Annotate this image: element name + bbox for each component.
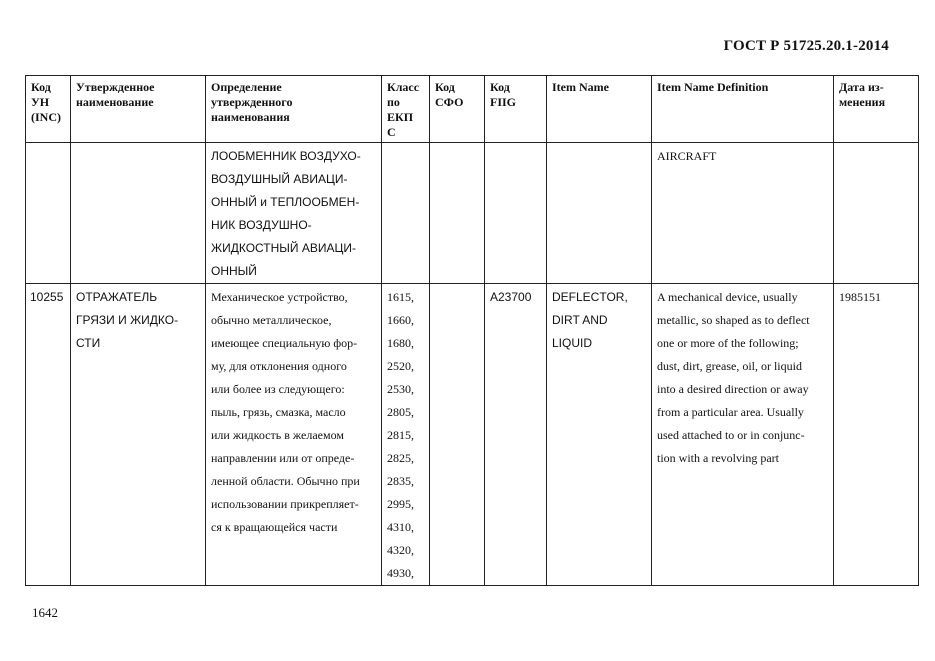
text-line: one or more of the following; (657, 336, 799, 350)
cell-item-name-definition (652, 284, 834, 586)
cell-approved-name (71, 143, 206, 284)
text-line: 2825, (387, 451, 414, 465)
text-line: или жидкость в желаемом (211, 428, 344, 442)
cell-fiig (485, 143, 547, 284)
text-line: менения (839, 95, 886, 109)
text-line: Утвержденное (76, 80, 155, 94)
text-line: Код (435, 80, 455, 94)
text-line: ЕКП (387, 110, 414, 124)
text-line: Код (490, 80, 510, 94)
text-line: СТИ (76, 336, 101, 350)
header-item-name (547, 76, 652, 143)
text-line: ЛООБМЕННИК ВОЗДУХО- (211, 149, 361, 163)
text-line: УН (31, 95, 50, 109)
text-line: Определение (211, 80, 282, 94)
cell-sfo (430, 143, 485, 284)
cell-item-name (547, 143, 652, 284)
header-date (834, 76, 919, 143)
text-line: 1680, (387, 336, 414, 350)
text-line: по (387, 95, 400, 109)
text-line: 4320, (387, 543, 414, 557)
text-line: AIRCRAFT (657, 149, 717, 163)
text-line: into a desired direction or away (657, 382, 809, 396)
cell-definition (206, 284, 382, 586)
text-line: или более из следующего: (211, 382, 345, 396)
table-header-row (26, 76, 919, 143)
text-line: ОТРАЖАТЕЛЬ (76, 290, 158, 304)
text-line: 2815, (387, 428, 414, 442)
text-line: му, для отклонения одного (211, 359, 347, 373)
text-line: 4310, (387, 520, 414, 534)
text-line: Класс (387, 80, 420, 94)
cell-class (382, 284, 430, 586)
text-line: 2805, (387, 405, 414, 419)
text-line: used attached to or in conjunc- (657, 428, 805, 442)
text-line: 4930, (387, 566, 414, 580)
cell-definition (206, 143, 382, 284)
text-line: Дата из- (839, 80, 884, 94)
text-line: наименования (211, 110, 290, 124)
text-line: пыль, грязь, смазка, масло (211, 405, 346, 419)
text-line: Item Name Definition (657, 80, 769, 94)
text-line: 2995, (387, 497, 414, 511)
text-line: DEFLECTOR, (552, 290, 628, 304)
header-fiig (485, 76, 547, 143)
text-line: СФО (435, 95, 464, 109)
text-line: ЖИДКОСТНЫЙ АВИАЦИ- (211, 241, 357, 255)
text-line: 2530, (387, 382, 414, 396)
cell-approved-name (71, 284, 206, 586)
text-line: A mechanical device, usually (657, 290, 798, 304)
text-line: Item Name (552, 80, 609, 94)
text-line: наименование (76, 95, 154, 109)
text-line: DIRT AND (552, 313, 608, 327)
cell-inc (26, 143, 71, 284)
text-line: from a particular area. Usually (657, 405, 804, 419)
cell-sfo (430, 284, 485, 586)
text-line: ся к вращающейся части (211, 520, 338, 534)
header-definition (206, 76, 382, 143)
header-item-name-definition (652, 76, 834, 143)
text-line: 2835, (387, 474, 414, 488)
text-line: НИК ВОЗДУШНО- (211, 218, 312, 232)
cell-fiig: A23700 (485, 284, 547, 586)
text-line: утвержденного (211, 95, 293, 109)
cell-item-name-definition (652, 143, 834, 284)
table-row (26, 284, 919, 586)
text-line: 1660, (387, 313, 414, 327)
text-line: LIQUID (552, 336, 593, 350)
text-line: имеющее специальную фор- (211, 336, 358, 350)
text-line: обычно металлическое, (211, 313, 332, 327)
text-line: 2520, (387, 359, 414, 373)
text-line: использовании прикрепляет- (211, 497, 359, 511)
text-line: (INC) (31, 110, 61, 124)
table-row (26, 143, 919, 284)
text-line: tion with a revolving part (657, 451, 779, 465)
specification-table (25, 75, 919, 586)
text-line: FIIG (490, 95, 517, 109)
text-line: ОННЫЙ и ТЕПЛООБМЕН- (211, 195, 360, 209)
text-line: Механическое устройство, (211, 290, 348, 304)
header-approved-name (71, 76, 206, 143)
cell-date: 1985151 (834, 284, 919, 586)
text-line: направлении или от опреде- (211, 451, 355, 465)
text-line: С (387, 125, 396, 139)
cell-date (834, 143, 919, 284)
text-line: 1615, (387, 290, 414, 304)
header-inc (26, 76, 71, 143)
text-line: metallic, so shaped as to deflect (657, 313, 810, 327)
cell-inc: 10255 (26, 284, 71, 586)
page-number: 1642 (32, 605, 58, 620)
document-code: ГОСТ Р 51725.20.1-2014 (723, 38, 889, 54)
text-line: ГРЯЗИ И ЖИДКО- (76, 313, 179, 327)
cell-class (382, 143, 430, 284)
text-line: dust, dirt, grease, oil, or liquid (657, 359, 802, 373)
header-class (382, 76, 430, 143)
text-line: ВОЗДУШНЫЙ АВИАЦИ- (211, 172, 348, 186)
header-sfo (430, 76, 485, 143)
text-line: Код (31, 80, 51, 94)
cell-item-name (547, 284, 652, 586)
text-line: ОННЫЙ (211, 264, 257, 278)
text-line: ленной области. Обычно при (211, 474, 360, 488)
